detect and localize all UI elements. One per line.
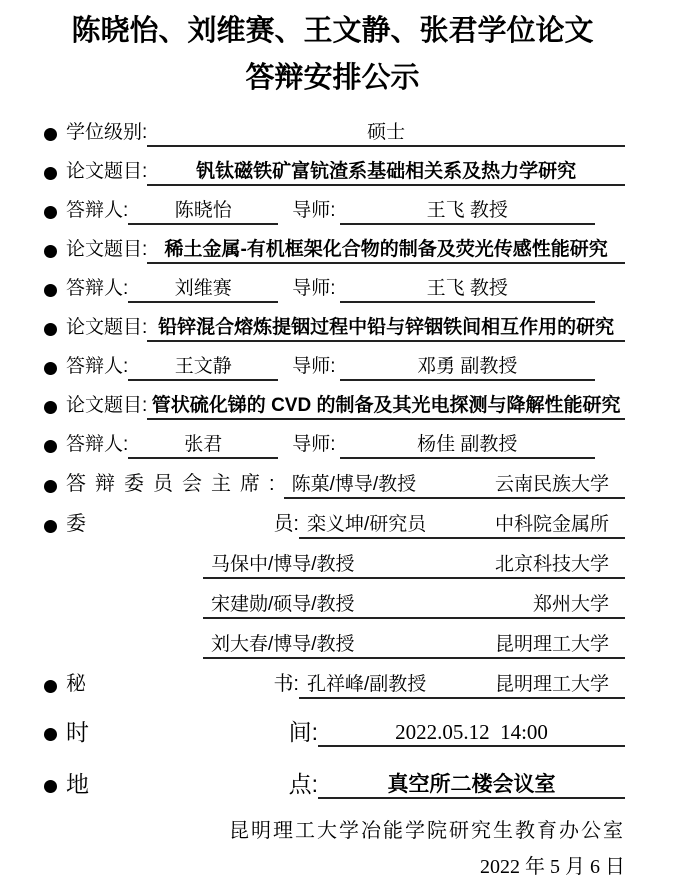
defender-value: 陈晓怡: [128, 198, 278, 225]
member-value: [203, 632, 625, 659]
member-label: [66, 512, 299, 539]
member-label-right: 员:: [273, 513, 299, 535]
time-value: 2022.05.12 14:00: [318, 720, 625, 747]
place-value: 真空所二楼会议室: [318, 772, 625, 799]
secretary-label-left: 秘: [66, 673, 86, 695]
bullet-icon: [44, 480, 57, 493]
time-label-right: 间:: [288, 719, 318, 745]
member-value: [299, 512, 625, 539]
chair-value: [284, 472, 625, 499]
bullet-icon: [44, 680, 57, 693]
title-line-1: 陈晓怡、刘维赛、王文静、张君学位论文: [71, 15, 594, 47]
topic-value: 铅锌混合熔炼提铟过程中铅与锌铟铁间相互作用的研究: [147, 315, 625, 342]
bullet-icon: [44, 440, 57, 453]
bullet-icon: [44, 128, 57, 141]
bullet-icon: [44, 401, 57, 414]
chair-org: 云南民族大学: [494, 474, 609, 495]
member-name: 宋建勋/硕导/教授: [211, 594, 355, 615]
secretary-label: [66, 672, 299, 699]
place-label-right: 点:: [288, 771, 318, 797]
secretary-org: 昆明理工大学: [494, 674, 609, 695]
topic-value: 管状硫化锑的 CVD 的制备及其光电探测与降解性能研究: [147, 393, 625, 420]
member-row-1: [40, 499, 625, 539]
defender-value: 王文静: [128, 354, 278, 381]
time-label: [66, 720, 318, 747]
topic-value: 钒钛磁铁矿富钪渣系基础相关系及热力学研究: [147, 159, 625, 186]
member-org: 昆明理工大学: [494, 634, 609, 655]
advisor-label: 导师:: [292, 434, 336, 455]
defender-value: 刘维赛: [128, 276, 278, 303]
member-org: 中科院金属所: [494, 514, 609, 535]
topic-label: 论文题目:: [66, 317, 148, 338]
member-value: [203, 552, 625, 579]
secretary-label-right: 书:: [273, 673, 299, 695]
advisor-label: 导师:: [292, 356, 336, 377]
member-org: 北京科技大学: [494, 554, 609, 575]
topic-row-1: [40, 147, 625, 186]
bullet-icon: [44, 323, 57, 336]
member-row-2: [40, 539, 625, 579]
bullet-icon: [44, 167, 57, 180]
member-label-left: 委: [66, 513, 86, 535]
bullet-icon: [44, 780, 57, 793]
member-row-3: [40, 579, 625, 619]
bullet-icon: [44, 206, 57, 219]
defender-row-2: [40, 264, 625, 303]
bullet-icon: [44, 245, 57, 258]
member-name: 栾义坤/研究员: [307, 514, 427, 535]
member-name: 刘大春/博导/教授: [211, 634, 355, 655]
place-label: [66, 772, 318, 799]
topic-label: 论文题目:: [66, 395, 148, 416]
bullet-icon: [44, 362, 57, 375]
degree-value: 硕士: [147, 120, 625, 147]
advisor-value: 邓勇 副教授: [340, 354, 595, 381]
topic-row-3: [40, 303, 625, 342]
member-org: 郑州大学: [532, 594, 609, 615]
secretary-value: [299, 672, 625, 699]
advisor-value: 杨佳 副教授: [340, 432, 595, 459]
topic-row-2: [40, 225, 625, 264]
secretary-row: [40, 659, 625, 699]
topic-label: 论文题目:: [66, 161, 148, 182]
issue-date: 2022 年 5 月 6 日: [480, 856, 625, 878]
member-value: [203, 592, 625, 619]
bullet-icon: [44, 728, 57, 741]
time-row: [40, 699, 625, 747]
defender-row-1: [40, 186, 625, 225]
degree-label: 学位级别:: [66, 122, 148, 143]
defender-label: 答辩人:: [66, 278, 129, 299]
defender-value: 张君: [128, 432, 278, 459]
degree-row: [40, 108, 625, 147]
bullet-icon: [44, 520, 57, 533]
member-row-4: [40, 619, 625, 659]
document-footer: [40, 813, 625, 885]
defender-label: 答辩人:: [66, 434, 129, 455]
bullet-icon: [44, 284, 57, 297]
defender-label: 答辩人:: [66, 356, 129, 377]
time-label-left: 时: [66, 719, 89, 745]
secretary-name: 孔祥峰/副教授: [307, 674, 427, 695]
chair-name: 陈菓/博导/教授: [291, 474, 417, 495]
place-row: [40, 747, 625, 799]
document-title: [40, 8, 625, 102]
advisor-label: 导师:: [292, 278, 336, 299]
advisor-value: 王飞 教授: [340, 198, 595, 225]
member-name: 马保中/博导/教授: [211, 554, 355, 575]
topic-label: 论文题目:: [66, 239, 148, 260]
issuing-office: 昆明理工大学冶能学院研究生教育办公室: [229, 820, 625, 842]
chair-row: [40, 459, 625, 499]
defender-label: 答辩人:: [66, 200, 129, 221]
advisor-value: 王飞 教授: [340, 276, 595, 303]
topic-value: 稀土金属-有机框架化合物的制备及荧光传感性能研究: [147, 237, 625, 264]
topic-row-4: [40, 381, 625, 420]
defender-row-4: [40, 420, 625, 459]
defender-row-3: [40, 342, 625, 381]
chair-label: 答辩委员会主席:: [66, 473, 284, 495]
place-label-left: 地: [66, 771, 89, 797]
title-line-2: 答辩安排公示: [245, 62, 420, 94]
advisor-label: 导师:: [292, 200, 336, 221]
